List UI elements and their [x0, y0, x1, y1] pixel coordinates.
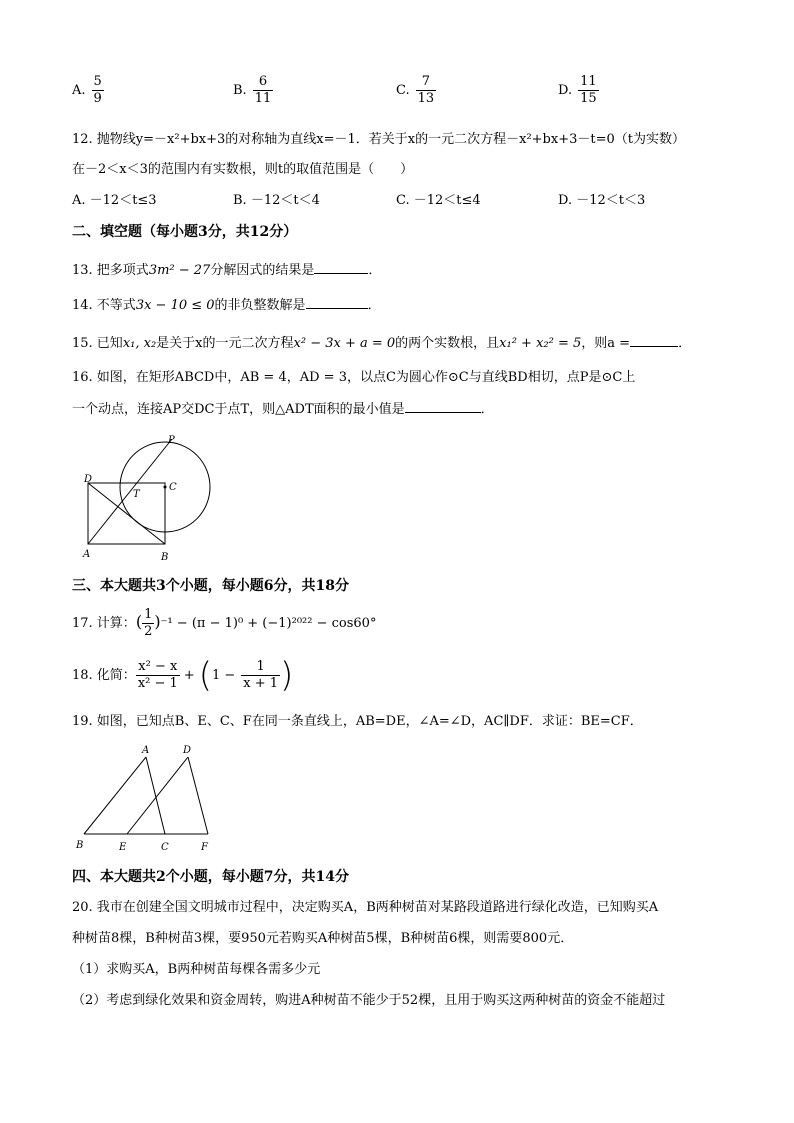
q11-option-b	[233, 74, 273, 107]
q20-line-1: 20. 我市在创建全国文明城市过程中，决定购买A，B两种树苗对某路段道路进行绿化改造，已知购买A	[72, 900, 659, 915]
option-fraction	[416, 74, 437, 107]
label-d: D	[84, 474, 93, 485]
q17-prefix: 17. 计算：	[72, 616, 136, 631]
fraction-numerator: 5	[93, 74, 102, 89]
q15-middle: 是关于x的一元二次方程	[156, 336, 294, 351]
q12-option-c: C. －12＜t≤4	[396, 193, 481, 208]
fraction-denominator: x² − 1	[137, 676, 178, 691]
q18	[72, 656, 293, 696]
q13-suffix: 分解因式的结果是	[210, 263, 315, 278]
q16-answer-blank[interactable]	[405, 398, 481, 413]
line-ap	[88, 439, 172, 544]
q13-answer-blank[interactable]	[314, 259, 368, 274]
q14-answer-blank[interactable]	[306, 294, 368, 309]
q15-end: ．	[678, 336, 692, 351]
q11-option-c	[396, 74, 436, 107]
q15-suffix: ，则a =	[581, 336, 631, 351]
option-label: C.	[396, 83, 410, 98]
label-a: A	[83, 549, 91, 560]
q16-line-1: 16. 如图，在矩形ABCD中，AB = 4，AD = 3，以点C为圆心作⊙C与直线BD相切，点P是⊙C上	[72, 370, 636, 385]
q13-expression: 3m² − 27	[148, 263, 211, 278]
q16-line-2	[72, 398, 494, 420]
open-paren: (	[135, 612, 143, 631]
big-open-paren: (	[198, 655, 212, 696]
q19: 19. 如图，已知点B、E、C、F在同一条直线上，AB=DE，∠A=∠D，AC∥DF．求证：BE=CF．	[72, 714, 643, 729]
option-fraction	[578, 74, 599, 107]
q14-expression: 3x − 10 ≤ 0	[135, 298, 215, 313]
label-p: P	[168, 435, 175, 446]
label-b: B	[76, 840, 84, 851]
q20-line-2: 种树苗8棵，B种树苗3棵，要950元若购买A种树苗5棵，B种树苗6棵，则需要800元．	[72, 931, 574, 946]
label-b: B	[161, 552, 169, 563]
point-c	[164, 486, 167, 489]
q12-option-b: B. －12＜t＜4	[233, 193, 320, 208]
q15	[72, 332, 691, 354]
fraction-denominator: x + 1	[243, 676, 279, 691]
q15-middle-2: 的两个实数根，且	[395, 336, 500, 351]
fraction-numerator: 6	[253, 74, 274, 91]
q20-sub-1: （1）求购买A，B两种树苗每棵各需多少元	[72, 962, 321, 977]
q17-fraction	[142, 607, 154, 640]
q11-option-a	[72, 74, 104, 107]
segment-df	[188, 757, 208, 834]
q12-option-a: A. －12＜t≤3	[72, 193, 157, 208]
q15-prefix: 15. 已知	[72, 336, 123, 351]
label-f: F	[201, 842, 208, 853]
q14-suffix: 的非负整数解是	[214, 298, 306, 313]
fraction-denominator: 13	[417, 91, 435, 106]
q18-fraction-2	[241, 659, 280, 692]
fraction-denominator: 2	[144, 624, 153, 639]
fraction-numerator: 1	[144, 607, 153, 622]
q14	[72, 294, 381, 316]
q12-option-d: D. －12＜t＜3	[558, 193, 646, 208]
label-t: T	[133, 489, 140, 500]
section-2-heading: 二、填空题（每小题3分，共12分）	[72, 224, 298, 240]
q16-text: 一个动点，连接AP交DC于点T，则△ADT面积的最小值是	[72, 402, 405, 417]
fraction-numerator: 11	[580, 74, 597, 89]
q14-end: ．	[367, 298, 381, 313]
q17-expression: ⁻¹ − (π − 1)⁰ + (−1)²⁰²² − cos60°	[160, 616, 377, 631]
segment-ac	[146, 757, 165, 834]
q20-sub-2: （2）考虑到绿化效果和资金周转，购进A种树苗不能少于52棵，且用于购买这两种树苗的资金不能超过	[72, 993, 666, 1008]
q16-end: ．	[480, 402, 494, 417]
option-label: D.	[558, 83, 573, 98]
q14-prefix: 14. 不等式	[72, 298, 136, 313]
big-close-paren: )	[280, 655, 294, 696]
q18-one-minus: 1 −	[211, 668, 236, 683]
q13	[72, 259, 381, 281]
option-fraction	[92, 74, 104, 107]
option-label: A.	[72, 83, 86, 98]
label-d: D	[183, 745, 192, 756]
q16-figure	[80, 432, 220, 564]
label-c: C	[169, 482, 177, 493]
line-bd	[88, 483, 165, 544]
q17	[72, 606, 376, 640]
label-c: C	[161, 842, 169, 853]
q11-option-d	[558, 74, 599, 107]
q15-roots: x₁, x₂	[122, 336, 157, 351]
q19-figure	[72, 740, 222, 856]
section-3-heading: 三、本大题共3个小题，每小题6分，共18分	[72, 578, 349, 594]
fraction-denominator: 15	[580, 91, 597, 106]
q18-fraction-1	[136, 659, 180, 692]
q15-answer-blank[interactable]	[630, 332, 678, 347]
q15-equation: x² − 3x + a = 0	[293, 336, 396, 351]
fraction-numerator: 1	[241, 659, 280, 676]
q12-line-2: 在－2＜x＜3的范围内有实数根，则t的取值范围是（ ）	[72, 162, 414, 177]
option-fraction	[253, 74, 274, 107]
section-4-heading: 四、本大题共2个小题，每小题7分，共14分	[72, 869, 349, 885]
q12-line-1: 12. 抛物线y=－x²+bx+3的对称轴为直线x=－1．若关于x的一元二次方程－x²+bx+3－t=0（t为实数）	[72, 132, 685, 147]
fraction-numerator: x² − x	[136, 659, 180, 676]
q15-condition: x₁² + x₂² = 5	[499, 336, 582, 351]
fraction-numerator: 7	[416, 74, 437, 91]
option-label: B.	[233, 83, 247, 98]
q18-prefix: 18. 化简：	[72, 668, 136, 683]
q13-end: ．	[368, 263, 382, 278]
q13-prefix: 13. 把多项式	[72, 263, 149, 278]
close-paren: )	[154, 612, 161, 631]
fraction-denominator: 11	[254, 91, 272, 106]
label-e: E	[119, 842, 127, 853]
label-a: A	[142, 745, 150, 756]
fraction-denominator: 9	[93, 91, 102, 106]
plus-sign: +	[183, 668, 195, 683]
